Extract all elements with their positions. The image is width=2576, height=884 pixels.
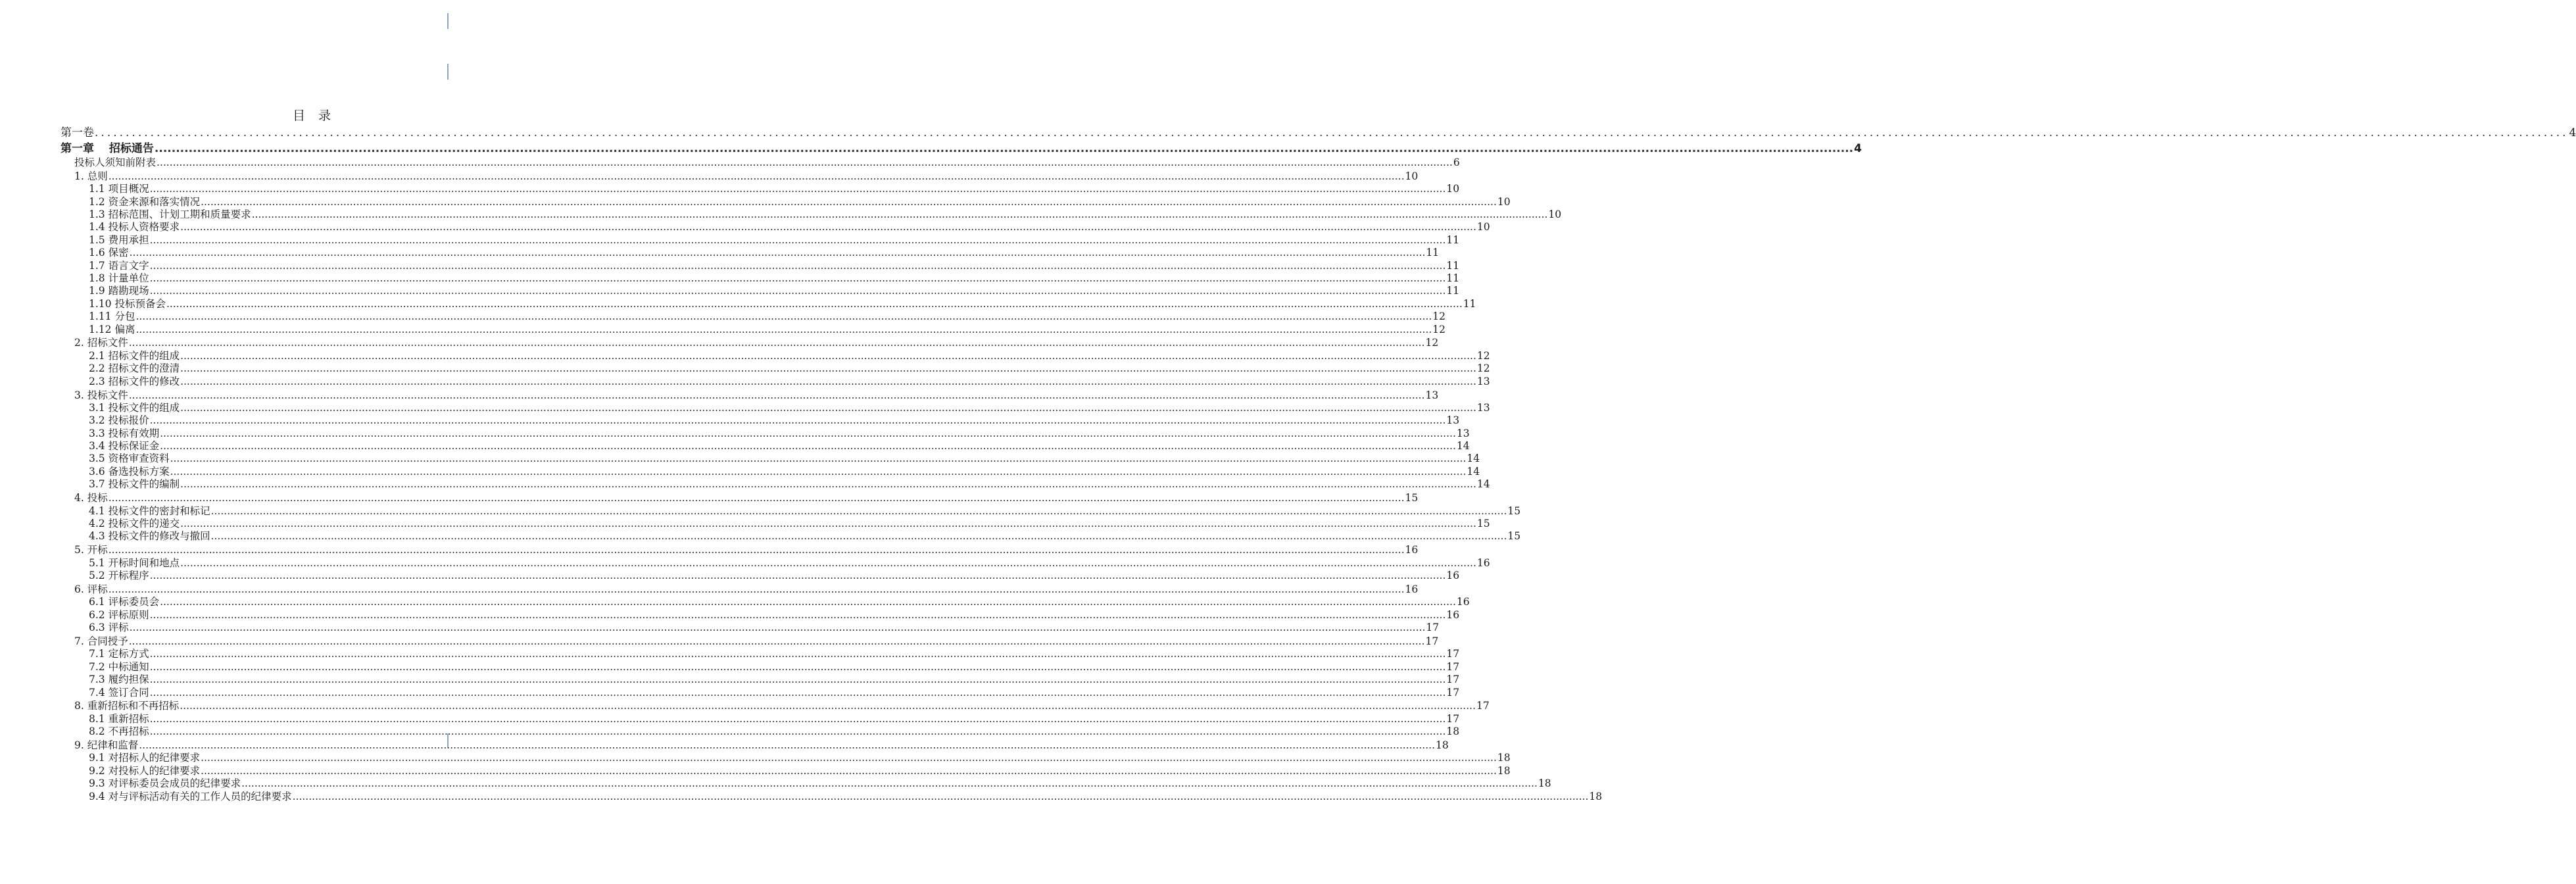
toc-entry-label: 6.3 评标	[89, 622, 129, 634]
toc-dot-leader: ................................................................................................................................................................................................................................................................................................................................................................................................................	[128, 337, 1425, 349]
toc-entry-page: 13	[1425, 389, 1439, 401]
toc-entry-label: 投标人须知前附表	[74, 157, 157, 168]
toc-entry-label: 5.2 开标程序	[89, 570, 149, 581]
toc-entry-page: 11	[1446, 285, 1460, 297]
toc-entry[interactable]	[0, 570, 1460, 582]
toc-entry-label: 3. 投标文件	[74, 389, 128, 401]
toc-dot-leader: ................................................................................................................................................................................................................................................................................................................................................................................................................	[157, 157, 1453, 168]
toc-entry[interactable]	[0, 375, 1490, 388]
toc-dot-leader: ................................................................................................................................................................................................................................................................................................................................................................................................................	[180, 401, 1476, 414]
toc-entry[interactable]	[0, 530, 1521, 543]
toc-entry-label: 3.7 投标文件的编制	[89, 478, 180, 491]
toc-entry[interactable]	[0, 556, 1490, 570]
toc-dot-leader: ................................................................................................................................................................................................................................................................................................................................................................................................................	[149, 414, 1446, 427]
toc-entry-label: 1.2 资金来源和落实情况	[89, 195, 201, 208]
toc-dot-leader: ................................................................................................................................................................................................................................................................................................................................................................................................................	[210, 530, 1507, 543]
toc-entry[interactable]	[0, 777, 1551, 790]
toc-entry-label: 4.3 投标文件的修改与撤回	[89, 530, 210, 543]
toc-entry-page: 16	[1446, 608, 1460, 621]
toc-entry-label: 3.2 投标报价	[89, 414, 149, 427]
toc-dot-leader: ................................................................................................................................................................................................................................................................................................................................................................................................................	[149, 183, 1446, 195]
toc-entry-label: 4. 投标	[74, 492, 108, 504]
toc-entry-page: 11	[1446, 259, 1460, 272]
toc-entry-page: 10	[1497, 195, 1511, 208]
text-cursor-marker	[447, 13, 449, 29]
toc-dot-leader: ................................................................................................................................................................................................................................................................................................................................................................................................................	[160, 440, 1456, 453]
toc-entry-label: 2.2 招标文件的澄清	[89, 362, 180, 375]
toc-entry[interactable]	[0, 209, 1562, 221]
toc-entry[interactable]	[0, 492, 1419, 504]
toc-entry[interactable]	[0, 272, 1460, 285]
toc-dot-leader: ................................................................................................................................................................................................................................................................................................................................................................................................................	[108, 544, 1405, 556]
toc-entry[interactable]	[0, 465, 1480, 478]
toc-entry-page: 16	[1476, 556, 1490, 569]
toc-entry-label: 2.1 招标文件的组成	[89, 349, 180, 362]
toc-entry-label: 1.10 投标预备会	[89, 297, 166, 310]
toc-dot-leader: ................................................................................................................................................................................................................................................................................................................................................................................................................	[149, 648, 1446, 660]
toc-entry-page: 12	[1432, 310, 1446, 323]
toc-entry[interactable]	[0, 739, 1449, 752]
toc-entry[interactable]	[0, 453, 1480, 465]
toc-entry-label: 9. 纪律和监督	[74, 739, 139, 752]
toc-entry-label: 6. 评标	[74, 583, 108, 595]
toc-entry-page: 12	[1476, 362, 1490, 375]
toc-entry-label: 4.1 投标文件的密封和标记	[89, 504, 210, 517]
toc-entry-label: 1.12 偏离	[89, 323, 135, 335]
toc-dot-leader: ................................................................................................................................................................................................................................................................................................................................................................................................................	[108, 583, 1405, 595]
table-of-contents	[0, 125, 2576, 803]
toc-dot-leader: ................................................................................................................................................................................................................................................................................................................................................................................................................	[149, 570, 1446, 581]
toc-dot-leader: ................................................................................................................................................................................................................................................................................................................................................................................................................	[170, 465, 1467, 478]
toc-entry-label: 7.3 履约担保	[89, 674, 149, 686]
toc-entry[interactable]	[0, 608, 1460, 622]
toc-entry[interactable]	[0, 440, 1470, 453]
toc-entry[interactable]	[0, 725, 1460, 738]
toc-entry[interactable]	[0, 297, 1476, 310]
toc-entry-page: 18	[1446, 725, 1460, 738]
toc-dot-leader: ................................................................................................................................................................................................................................................................................................................................................................................................................	[166, 297, 1463, 310]
toc-entry-label: 5.1 开标时间和地点	[89, 556, 180, 569]
toc-dot-leader: ................................................................................................................................................................................................................................................................................................................................................................................................................	[180, 556, 1476, 569]
toc-entry-page: 10	[1446, 183, 1460, 195]
toc-dot-leader: ................................................................................................................................................................................................................................................................................................................................................................................................................	[129, 247, 1426, 259]
toc-entry[interactable]	[0, 157, 1460, 169]
toc-dot-leader: ................................................................................................................................................................................................................................................................................................................................................................................................................	[139, 739, 1436, 752]
toc-entry[interactable]	[0, 790, 1603, 803]
toc-entry-label: 3.4 投标保证金	[89, 440, 160, 453]
toc-dot-leader: ................................................................................................................................................................................................................................................................................................................................................................................................................	[180, 362, 1476, 375]
toc-entry-label: 2.3 招标文件的修改	[89, 375, 180, 387]
toc-entry-label: 9.3 对评标委员会成员的纪律要求	[89, 777, 241, 790]
toc-entry-page: 13	[1456, 427, 1470, 439]
toc-entry-label: 7.2 中标通知	[89, 660, 149, 673]
toc-dot-leader: ................................................................................................................................................................................................................................................................................................................................................................................................................	[154, 142, 1854, 155]
toc-dot-leader: ................................................................................................................................................................................................................................................................................................................................................................................................................	[241, 777, 1538, 790]
toc-dot-leader: ................................................................................................................................................................................................................................................................................................................................................................................................................	[292, 790, 1589, 802]
toc-dot-leader: ................................................................................................................................................................................................................................................................................................................................................................................................................	[149, 712, 1446, 725]
toc-entry[interactable]	[0, 596, 1470, 608]
toc-dot-leader: ................................................................................................................................................................................................................................................................................................................................................................................................................	[251, 209, 1548, 221]
toc-dot-leader: ................................................................................................................................................................................................................................................................................................................................................................................................................	[180, 349, 1476, 362]
toc-entry-label: 1. 总则	[74, 170, 108, 182]
toc-entry-page: 17	[1446, 712, 1460, 725]
toc-dot-leader: ................................................................................................................................................................................................................................................................................................................................................................................................................	[149, 608, 1446, 621]
toc-entry-label: 4.2 投标文件的递交	[89, 517, 180, 529]
toc-entry-label: 9.4 对与评标活动有关的工作人员的纪律要求	[89, 790, 292, 802]
toc-entry[interactable]	[0, 674, 1460, 686]
toc-dot-leader: ................................................................................................................................................................................................................................................................................................................................................................................................................	[108, 492, 1405, 504]
toc-entry-page: 16	[1405, 544, 1419, 556]
toc-entry-page: 18	[1497, 752, 1511, 764]
toc-entry[interactable]	[0, 504, 1521, 518]
toc-entry-page: 15	[1507, 504, 1521, 517]
toc-entry[interactable]	[0, 622, 1440, 634]
toc-entry[interactable]	[0, 259, 1460, 272]
toc-entry-page: 17	[1446, 660, 1460, 673]
toc-entry[interactable]	[0, 478, 1490, 491]
toc-entry-label: 第一章 招标通告	[61, 142, 154, 155]
toc-entry-page: 11	[1446, 233, 1460, 246]
toc-title-left: 目	[292, 109, 306, 123]
toc-entry[interactable]	[0, 221, 1490, 233]
toc-entry-page: 17	[1446, 686, 1460, 699]
toc-dot-leader: ................................................................................................................................................................................................................................................................................................................................................................................................................	[210, 504, 1507, 517]
toc-entry-page: 17	[1446, 674, 1460, 686]
toc-dot-leader: ................................................................................................................................................................................................................................................................................................................................................................................................................	[149, 259, 1446, 272]
toc-entry[interactable]	[0, 233, 1460, 247]
toc-dot-leader: ................................................................................................................................................................................................................................................................................................................................................................................................................	[160, 427, 1456, 439]
toc-entry-label: 8.2 不再招标	[89, 725, 149, 738]
toc-entry-label: 1.4 投标人资格要求	[89, 221, 180, 233]
toc-dot-leader: ................................................................................................................................................................................................................................................................................................................................................................................................................	[201, 764, 1497, 777]
toc-entry-label: 7.4 签订合同	[89, 686, 149, 699]
toc-dot-leader: ................................................................................................................................................................................................................................................................................................................................................................................................................	[201, 195, 1497, 208]
toc-dot-leader: ................................................................................................................................................................................................................................................................................................................................................................................................................	[128, 389, 1425, 401]
toc-entry[interactable]	[0, 141, 1862, 157]
toc-entry[interactable]	[0, 362, 1490, 375]
toc-entry-label: 1.3 招标范围、计划工期和质量要求	[89, 209, 251, 221]
toc-entry-page: 6	[1453, 157, 1460, 168]
toc-entry[interactable]	[0, 414, 1460, 427]
toc-entry-page: 15	[1507, 530, 1521, 543]
text-cursor-marker	[447, 64, 449, 80]
toc-entry-label: 1.11 分包	[89, 310, 135, 323]
toc-dot-leader: ................................................................................................................................................................................................................................................................................................................................................................................................................	[180, 700, 1476, 712]
toc-entry-page: 14	[1467, 453, 1480, 465]
toc-dot-leader: ................................................................................................................................................................................................................................................................................................................................................................................................................	[160, 596, 1456, 608]
toc-entry-page: 16	[1456, 596, 1470, 608]
toc-entry-page: 11	[1446, 272, 1460, 285]
toc-dot-leader: ................................................................................................................................................................................................................................................................................................................................................................................................................	[180, 221, 1476, 233]
toc-entry-label: 1.9 踏勘现场	[89, 285, 149, 297]
toc-entry-page: 17	[1446, 648, 1460, 660]
toc-dot-leader: ................................................................................................................................................................................................................................................................................................................................................................................................................	[149, 725, 1446, 738]
toc-dot-leader: ................................................................................................................................................................................................................................................................................................................................................................................................................	[180, 375, 1476, 387]
toc-entry[interactable]	[0, 125, 2576, 141]
toc-entry[interactable]	[0, 310, 1446, 323]
toc-entry-page: 4	[2569, 126, 2576, 139]
toc-entry-page: 12	[1425, 337, 1439, 349]
toc-entry-label: 2. 招标文件	[74, 337, 128, 349]
toc-entry-page: 11	[1426, 247, 1440, 259]
toc-entry[interactable]	[0, 635, 1439, 648]
toc-entry-page: 12	[1432, 323, 1446, 335]
toc-entry-label: 3.1 投标文件的组成	[89, 401, 180, 414]
toc-entry-label: 6.2 评标原则	[89, 608, 149, 621]
toc-entry[interactable]	[0, 337, 1439, 349]
toc-dot-leader: ................................................................................................................................................................................................................................................................................................................................................................................................................	[128, 635, 1425, 647]
toc-entry-page: 16	[1405, 583, 1419, 595]
toc-dot-leader: ................................................................................................................................................................................................................................................................................................................................................................................................................	[95, 126, 2569, 139]
toc-entry[interactable]	[0, 427, 1470, 440]
toc-entry-label: 3.6 备选投标方案	[89, 465, 170, 478]
toc-dot-leader: ................................................................................................................................................................................................................................................................................................................................................................................................................	[149, 285, 1446, 297]
toc-entry-label: 3.3 投标有效期	[89, 427, 160, 439]
toc-entry-label: 1.7 语言文字	[89, 259, 149, 272]
toc-entry-page: 17	[1425, 635, 1439, 647]
toc-entry-label: 7. 合同授予	[74, 635, 128, 647]
toc-dot-leader: ................................................................................................................................................................................................................................................................................................................................................................................................................	[149, 233, 1446, 246]
toc-entry-label: 8.1 重新招标	[89, 712, 149, 725]
toc-entry[interactable]	[0, 170, 1419, 183]
toc-entry-label: 1.5 费用承担	[89, 233, 149, 246]
toc-entry[interactable]	[0, 686, 1460, 699]
toc-entry-page: 18	[1589, 790, 1603, 802]
toc-entry-page: 14	[1476, 478, 1490, 491]
toc-entry-label: 第一卷	[61, 126, 94, 139]
toc-entry-page: 17	[1426, 622, 1440, 634]
toc-entry-label: 8. 重新招标和不再招标	[74, 700, 180, 712]
toc-entry-page: 11	[1463, 297, 1476, 310]
toc-entry-label: 1.8 计量单位	[89, 272, 149, 285]
toc-entry-page: 18	[1436, 739, 1449, 752]
toc-entry[interactable]	[0, 544, 1419, 556]
toc-entry-page: 14	[1467, 465, 1480, 478]
toc-entry-page: 15	[1405, 492, 1419, 504]
toc-dot-leader: ................................................................................................................................................................................................................................................................................................................................................................................................................	[149, 272, 1446, 285]
toc-entry-page: 10	[1548, 209, 1562, 221]
toc-dot-leader: ................................................................................................................................................................................................................................................................................................................................................................................................................	[201, 752, 1497, 764]
toc-entry[interactable]	[0, 349, 1490, 362]
toc-entry-label: 5. 开标	[74, 544, 108, 556]
toc-entry-page: 15	[1476, 517, 1490, 529]
toc-entry[interactable]	[0, 764, 1511, 777]
toc-dot-leader: ................................................................................................................................................................................................................................................................................................................................................................................................................	[129, 622, 1426, 634]
toc-entry[interactable]	[0, 389, 1439, 402]
toc-entry[interactable]	[0, 517, 1490, 530]
toc-title-right: 录	[318, 109, 333, 123]
toc-dot-leader: ................................................................................................................................................................................................................................................................................................................................................................................................................	[149, 660, 1446, 673]
toc-entry[interactable]	[0, 583, 1419, 596]
toc-entry[interactable]	[0, 195, 1511, 209]
toc-entry-page: 18	[1538, 777, 1551, 790]
toc-entry-page: 10	[1476, 221, 1490, 233]
toc-entry-label: 9.1 对招标人的纪律要求	[89, 752, 201, 764]
toc-entry-label: 7.1 定标方式	[89, 648, 149, 660]
toc-entry[interactable]	[0, 183, 1460, 195]
toc-dot-leader: ................................................................................................................................................................................................................................................................................................................................................................................................................	[180, 517, 1476, 529]
toc-entry-page: 14	[1456, 440, 1470, 453]
toc-entry-page: 17	[1476, 700, 1490, 712]
toc-entry-label: 9.2 对投标人的纪律要求	[89, 764, 201, 777]
toc-entry[interactable]	[0, 247, 1440, 259]
toc-entry[interactable]	[0, 285, 1460, 297]
toc-dot-leader: ................................................................................................................................................................................................................................................................................................................................................................................................................	[180, 478, 1476, 491]
toc-entry-page: 13	[1446, 414, 1460, 427]
toc-dot-leader: ................................................................................................................................................................................................................................................................................................................................................................................................................	[170, 453, 1467, 465]
toc-dot-leader: ................................................................................................................................................................................................................................................................................................................................................................................................................	[135, 323, 1432, 335]
toc-entry-page: 18	[1497, 764, 1511, 777]
toc-entry-label: 6.1 评标委员会	[89, 596, 160, 608]
toc-entry-page: 12	[1476, 349, 1490, 362]
toc-entry-label: 3.5 资格审查资料	[89, 453, 170, 465]
toc-entry-page: 10	[1405, 170, 1419, 182]
toc-entry-page: 13	[1476, 401, 1490, 414]
toc-entry[interactable]	[0, 712, 1460, 725]
toc-entry-page: 16	[1446, 570, 1460, 581]
toc-dot-leader: ................................................................................................................................................................................................................................................................................................................................................................................................................	[108, 170, 1405, 182]
toc-entry[interactable]	[0, 700, 1490, 712]
toc-entry[interactable]	[0, 401, 1490, 414]
toc-entry-page: 13	[1476, 375, 1490, 387]
toc-title	[0, 106, 625, 124]
toc-entry[interactable]	[0, 648, 1460, 660]
toc-dot-leader: ................................................................................................................................................................................................................................................................................................................................................................................................................	[149, 674, 1446, 686]
toc-entry[interactable]	[0, 752, 1511, 764]
toc-entry-page: 4	[1854, 142, 1862, 155]
toc-entry[interactable]	[0, 660, 1460, 674]
toc-dot-leader: ................................................................................................................................................................................................................................................................................................................................................................................................................	[135, 310, 1432, 323]
toc-entry[interactable]	[0, 323, 1446, 336]
toc-dot-leader: ................................................................................................................................................................................................................................................................................................................................................................................................................	[149, 686, 1446, 699]
toc-entry-label: 1.1 项目概况	[89, 183, 149, 195]
toc-entry-label: 1.6 保密	[89, 247, 129, 259]
